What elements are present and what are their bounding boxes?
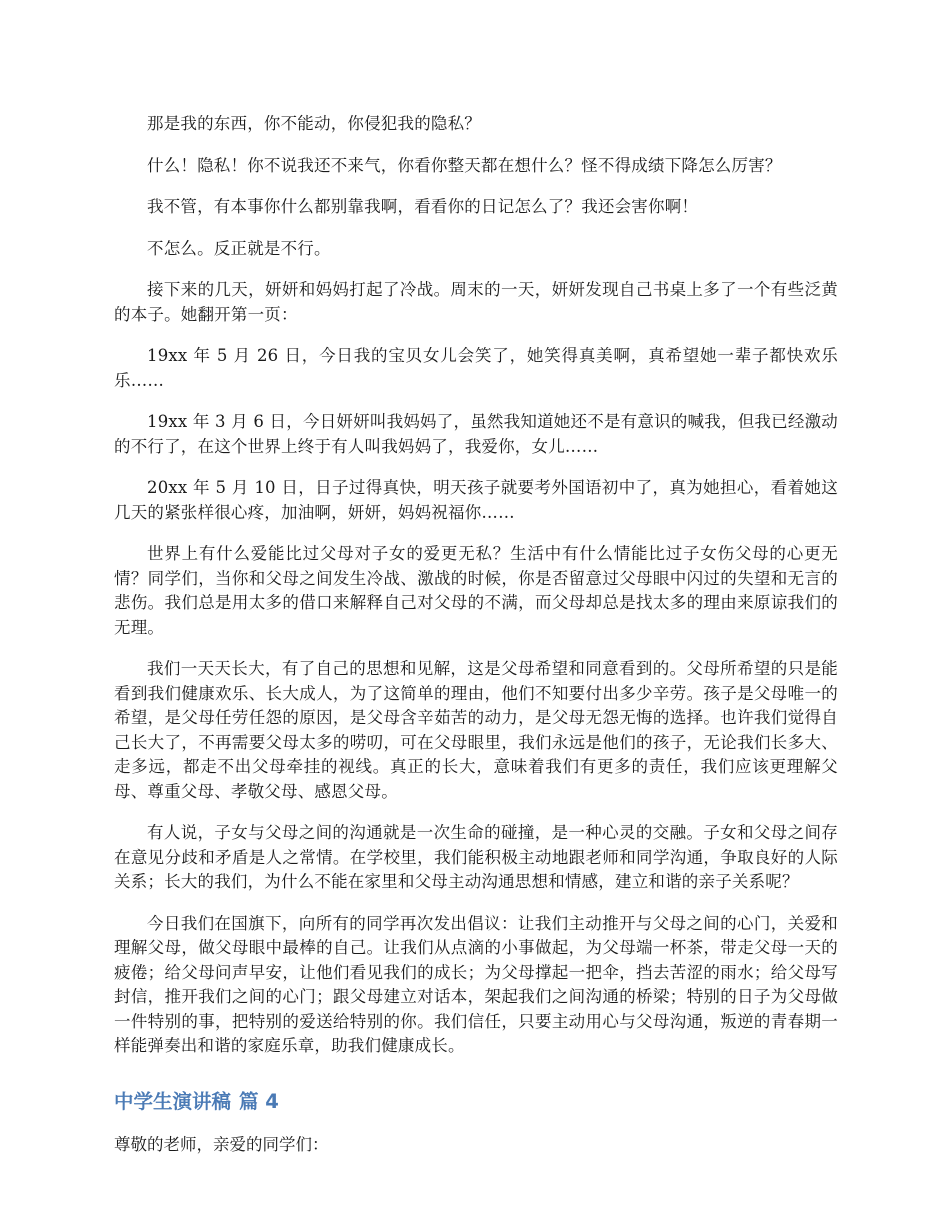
section-heading-title: 中学生演讲稿 <box>114 1089 232 1113</box>
paragraph: 今日我们在国旗下，向所有的同学再次发出倡议：让我们主动推开与父母之间的心门，关爱和理解父母，做父母眼中最棒的自己。让我们从点滴的小事做起，为父母端一杯茶，带走父母一天的疲倦；给父母问声早安，让他们看见我们的成长；为父母撑起一把伞，挡去苦涩的雨水；给父母写封信，推开我们之间的心门；跟父母建立对话本，架起我们之间沟通的桥梁；特别的日子为父母做一件特别的事，把特别的爱送给特别的你。我们信任，只要主动用心与父母沟通，叛逆的青春期一样能弹奏出和谐的家庭乐章，助我们健康成长。 <box>114 913 838 1055</box>
section-heading-number: 篇 4 <box>239 1089 279 1113</box>
diary-entry-paragraph: 19xx 年 3 月 6 日，今日妍妍叫我妈妈了，虽然我知道她还不是有意识的喊我，但我已经激动的不行了，在这个世界上终于有人叫我妈妈了，我爱你，女儿…… <box>114 412 838 456</box>
diary-entry-paragraph: 20xx 年 5 月 10 日，日子过得真快，明天孩子就要考外国语初中了，真为她担心，看着她这几天的紧张样很心疼，加油啊，妍妍，妈妈祝福你…… <box>114 478 838 522</box>
paragraph: 我们一天天长大，有了自己的思想和见解，这是父母希望和同意看到的。父母所希望的只是能看到我们健康欢乐、长大成人，为了这简单的理由，他们不知要付出多少辛劳。孩子是父母唯一的希望，是父母任劳任怨的原因，是父母含辛茹苦的动力，是父母无怨无悔的选择。也许我们觉得自己长大了，不再需要父母太多的唠叨，可在父母眼里，我们永远是他们的孩子，无论我们长多大、走多远，都走不出父母牵挂的视线。真正的长大，意味着我们有更多的责任，我们应该更理解父母、尊重父母、孝敬父母、感恩父母。 <box>114 659 838 801</box>
paragraph: 我不管，有本事你什么都别靠我啊，看看你的日记怎么了？我还会害你啊！ <box>147 197 699 216</box>
paragraph: 世界上有什么爱能比过父母对子女的爱更无私？生活中有什么情能比过子女伤父母的心更无情？同学们，当你和父母之间发生冷战、激战的时候，你是否留意过父母眼中闪过的失望和无言的悲伤。我们总是用太多的借口来解释自己对父母的不满，而父母却总是找太多的理由来原谅我们的无理。 <box>114 544 838 637</box>
paragraph: 接下来的几天，妍妍和妈妈打起了冷战。周末的一天，妍妍发现自己书桌上多了一个有些泛黄的本子。她翻开第一页： <box>114 280 838 324</box>
document-page <box>114 112 838 1157</box>
salutation: 尊敬的老师，亲爱的同学们： <box>114 1134 329 1154</box>
paragraph: 有人说，子女与父母之间的沟通就是一次生命的碰撞，是一种心灵的交融。子女和父母之间存在意见分歧和矛盾是人之常情。在学校里，我们能积极主动地跟老师和同学沟通，争取良好的人际关系；长大的我们，为什么不能在家里和父母主动沟通思想和情感，建立和谐的亲子关系呢？ <box>114 823 838 891</box>
paragraph: 那是我的东西，你不能动，你侵犯我的隐私？ <box>147 114 481 133</box>
section-heading <box>114 1089 838 1115</box>
paragraph: 什么！隐私！你不说我还不来气，你看你整天都在想什么？怪不得成绩下降怎么厉害？ <box>147 155 782 175</box>
paragraph: 不怎么。反正就是不行。 <box>147 238 331 258</box>
diary-entry-paragraph: 19xx 年 5 月 26 日，今日我的宝贝女儿会笑了，她笑得真美啊，真希望她一辈子都快欢乐乐…… <box>114 346 838 390</box>
